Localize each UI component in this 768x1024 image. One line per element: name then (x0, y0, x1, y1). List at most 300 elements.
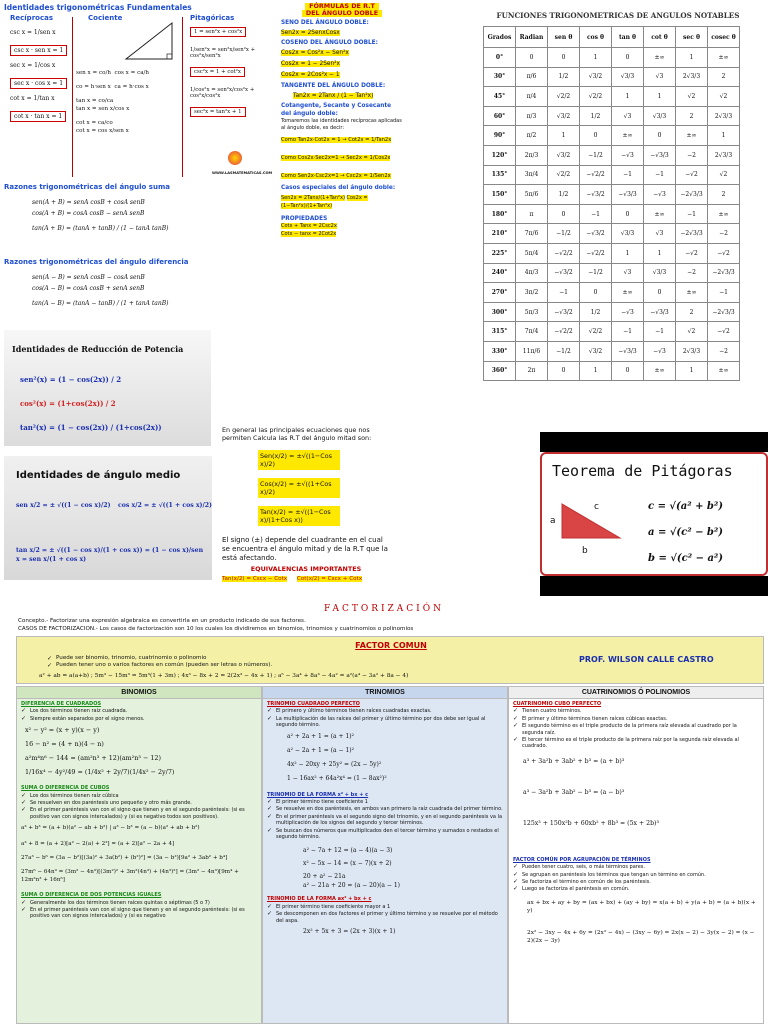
mitad-formulas (258, 450, 340, 526)
tcp-ex: a² − 2a + 1 = (a − 1)² (287, 746, 355, 754)
notables-cell: 1/2 (580, 302, 612, 322)
agrup-list (513, 864, 759, 893)
notables-cell: 90° (484, 126, 516, 146)
coseno-formula: Cos2x = 2Cos²x − 1 (281, 72, 340, 78)
suma-title: Razones trigonométricas del ángulo suma (4, 183, 170, 191)
mitad-intro: En general las principales ecuaciones que nos permiten Calcula las R.T del ángulo mitad son: (222, 426, 372, 442)
tf1-examples (267, 844, 503, 890)
seno-row (281, 29, 403, 37)
pitagoras-formula: c = √(a² + b²) (648, 501, 724, 512)
diferencia-formula: tan(A − B) = (tanA − tanB) / (1 + tanA tanB) (32, 300, 169, 307)
notables-cell: 1 (612, 243, 644, 263)
notables-cell: −√2 (708, 243, 740, 263)
tf1-title: TRINOMIO DE LA FORMA x² + bx + c (267, 791, 369, 798)
notables-cell: 3π/2 (516, 283, 548, 303)
cociente-item: cot x = ca/co (76, 120, 113, 126)
notables-header-cell: tan θ (612, 27, 644, 48)
notables-cell: −√3/2 (548, 263, 580, 283)
fundamentales-title: Identidades trigonométricas Fundamentales (4, 3, 192, 12)
notables-row (484, 302, 740, 322)
tangente-row (293, 92, 403, 100)
doble-title (281, 3, 403, 17)
notables-cell: 1 (708, 126, 740, 146)
notables-row (484, 106, 740, 126)
reciprocas-item: csc x · sen x = 1 (10, 45, 67, 56)
notables-cell: −2 (676, 263, 708, 283)
notables-cell: −√3/3 (644, 302, 676, 322)
notables-cell: 1 (612, 87, 644, 107)
notables-cell: −1/2 (548, 224, 580, 244)
reciprocas-item: sec x · cos x = 1 (10, 78, 67, 89)
como-row (281, 172, 403, 180)
suma-cubos-examples (21, 824, 257, 884)
coseno-title: COSENO DEL ÁNGULO DOBLE: (281, 40, 378, 46)
dif-cuadrados-list (21, 708, 257, 722)
notables-cell: 60° (484, 106, 516, 126)
notables-cell: 1 (644, 243, 676, 263)
notables-cell: −√3 (644, 341, 676, 361)
binomios-header: BINOMIOS (17, 687, 261, 699)
notables-section (483, 11, 753, 381)
pitagoras-formula: a = √(c² − b²) (648, 527, 724, 538)
notables-cell: 210° (484, 224, 516, 244)
cubo-item: ✓ Tienen cuatro términos. (513, 708, 759, 714)
potencias-title: SUMA O DIFERENCIA DE DOS POTENCIAS IGUALES (21, 892, 162, 899)
notables-cell: −√3/3 (612, 185, 644, 205)
suma-cubos-list (21, 793, 257, 821)
equiv-title: EQUIVALENCIAS IMPORTANTES (250, 565, 362, 573)
notables-cell: −1 (708, 283, 740, 303)
notables-cell: −1 (612, 165, 644, 185)
notables-row (484, 224, 740, 244)
como-formula: Como Cos2x·Sec2x=1 → Sec2x = 1/Cos2x (281, 155, 391, 161)
notables-cell: −√3/3 (612, 341, 644, 361)
binomios-column (16, 686, 262, 1024)
agrup-examples (513, 899, 759, 945)
notables-cell: 30° (484, 67, 516, 87)
notables-row (484, 204, 740, 224)
notables-cell: 2π (516, 361, 548, 381)
notables-cell: 120° (484, 145, 516, 165)
dif-cuadrados-examples (21, 723, 257, 779)
notables-row (484, 48, 740, 68)
notables-cell: π/6 (516, 67, 548, 87)
notables-cell: −√3 (644, 185, 676, 205)
notables-cell: −1 (676, 204, 708, 224)
notables-row (484, 165, 740, 185)
cociente-item: tan x = co/ca (76, 98, 114, 104)
tcp-title: TRINOMIO CUADRADO PERFECTO (267, 701, 360, 707)
cubo-examples (513, 758, 759, 827)
notables-cell: ±∞ (676, 283, 708, 303)
notables-cell: −2√3/3 (708, 263, 740, 283)
notables-cell: √2/2 (580, 322, 612, 342)
cubo-title: CUATRINOMIO CUBO PERFECTO (513, 701, 602, 707)
coseno-row (281, 49, 403, 57)
potencia-formula: cos²(x) = (1+cos(2x)) / 2 (20, 399, 116, 408)
factorizacion-title: FACTORIZACIÓN (323, 604, 444, 614)
notables-cell: 0 (548, 48, 580, 68)
mitad-formula: Tan(x/2) = ±√((1−Cos x)/(1+Cos x)) (258, 506, 340, 526)
notables-row (484, 126, 740, 146)
notables-cell: √3/2 (548, 106, 580, 126)
dif-cuadrados-ex: 1/16x⁴ − 4y²/49 = (1/4x² + 2y/7)(1/4x² − 2y/7) (25, 768, 175, 777)
notables-row (484, 185, 740, 205)
notables-cell: 11π/6 (516, 341, 548, 361)
fundamentales-section (4, 3, 273, 181)
notables-cell: ±∞ (644, 48, 676, 68)
divider-2 (182, 17, 183, 177)
tf1-ex: x² − 5x − 14 = (x − 7)(x + 2) (303, 860, 392, 868)
cuatrinomios-body (509, 699, 763, 947)
agrup-item: ✓ Se factoriza el término en común de los paréntesis. (513, 879, 759, 885)
notables-cell: 3π/4 (516, 165, 548, 185)
notables-cell: −2√3/3 (676, 185, 708, 205)
notables-cell: −1 (548, 283, 580, 303)
reciprocas-item: csc x = 1/sen x (10, 29, 56, 36)
notables-cell: 0 (612, 361, 644, 381)
tangente-title: TANGENTE DEL ÁNGULO DOBLE: (281, 83, 386, 89)
cubo-item: ✓ El segundo término es el triple producto de la primera raíz elevada al cuadrado por la segunda raíz. (513, 723, 759, 736)
suma-formula: sen(A + B) = senA cosB + cosA senB (32, 199, 145, 206)
pitagoricas-item: csc²x = 1 + cot²x (190, 67, 245, 77)
notables-cell: √2/2 (580, 87, 612, 107)
pitagoras-label: c (594, 502, 599, 512)
notables-cell: √2 (676, 87, 708, 107)
tf1-item: ✓ En el primer paréntesis va el segundo signo del trinomio, y en el segundo paréntesis va la multiplicación de los signos del segundo y tercer términos. (267, 814, 503, 827)
equiv-formula: Cot(x/2) = Cscx + Cotx (296, 576, 363, 582)
cociente-title: Cociente (88, 14, 123, 22)
notables-header-cell: Radian (516, 27, 548, 48)
propiedad-formula: Cotx − tanx = 2Cot2x (281, 231, 337, 237)
cociente-item: cos x = ca/h (114, 70, 150, 76)
cubo-item: ✓ El tercer término es el triple producto de la primera raíz por la segunda raíz elevada al cuadrado. (513, 737, 759, 750)
notables-cell: −√2/2 (580, 165, 612, 185)
mitad-signo: El signo (±) depende del cuadrante en el cual se encuentra el ángulo mitad y de la R.T que la está afectando. (222, 536, 388, 562)
potencia-section (4, 330, 211, 446)
como-formula: Como Sen2x·Csc2x=1 → Csc2x = 1/Sen2x (281, 173, 391, 179)
author-label: PROF. WILSON CALLE CASTRO (579, 655, 714, 664)
pitagoras-bar-top (540, 432, 768, 452)
notables-cell: ±∞ (676, 126, 708, 146)
notables-row (484, 67, 740, 87)
divider-1 (72, 17, 73, 177)
dif-cuadrados-ex: 16 − n² = (4 + n)(4 − n) (25, 740, 104, 749)
agrup-title: FACTOR COMÚN POR AGRUPACIÓN DE TÉRMINOS (513, 856, 651, 863)
notables-cell: π (516, 204, 548, 224)
suma-cubos-ex: a³ + b³ = (a + b)(a² − ab + b²) | a³ − b³ = (a − b)(a² + ab + b²) (21, 825, 200, 832)
notables-cell: 1 (676, 361, 708, 381)
tcp-list (267, 708, 503, 728)
mitad-formula: Cos(x/2) = ±√((1+Cos x)/2) (258, 478, 340, 498)
notables-cell: 1 (548, 126, 580, 146)
trinomios-header: TRINOMIOS (263, 687, 507, 699)
cociente-item: tan x = sen x/cos x (76, 106, 130, 112)
notables-cell: √3/2 (548, 145, 580, 165)
notables-cell: ±∞ (708, 48, 740, 68)
notables-header-cell: sec θ (676, 27, 708, 48)
casos-text: CASOS DE FACTORIZACION.- Los casos de factorización son 10 los cuales los dividiremos en binomios, trinomios y cuatrinomios o polinomios (18, 626, 414, 632)
notables-cell: 300° (484, 302, 516, 322)
como-formula: Como Tan2x·Cot2x = 1 → Cot2x = 1/Tan2x (281, 137, 392, 143)
dif-cuadrados-ex: a²m⁴n⁶ − 144 = (am²n³ + 12)(am²n³ − 12) (25, 754, 161, 763)
notables-cell: √3/3 (612, 67, 644, 87)
pitagoricas-item: 1/sen²x = sen²x/sen²x + cos²x/sen²x (190, 47, 256, 59)
mitad-section (222, 426, 390, 590)
cociente-item: ca = h·cos x (114, 84, 149, 90)
notables-cell: −√3/2 (580, 224, 612, 244)
right-triangle-icon (122, 19, 176, 63)
tcp-ex: 4x² − 20xy + 25y² = (2x − 5y)² (287, 760, 382, 768)
notables-cell: √2 (708, 87, 740, 107)
notables-header-cell: cosec θ (708, 27, 740, 48)
diferencia-formula: sen(A − B) = senA cosB − cosA senB (32, 274, 145, 281)
notables-cell: −√2 (676, 243, 708, 263)
notables-cell: 1 (676, 48, 708, 68)
notables-cell: 5π/6 (516, 185, 548, 205)
notables-cell: ±∞ (708, 204, 740, 224)
diferencia-formula: cos(A − B) = cosA cosB + senA senB (32, 285, 145, 292)
notables-cell: 225° (484, 243, 516, 263)
como-row (281, 154, 403, 162)
notables-cell: ±∞ (644, 204, 676, 224)
notables-cell: −2 (708, 341, 740, 361)
notables-cell: ±∞ (644, 361, 676, 381)
tf1-ex: a² − 7a + 12 = (a − 4)(a − 3) (303, 847, 393, 855)
notables-cell: −1 (644, 165, 676, 185)
notables-cell: √3/2 (580, 341, 612, 361)
pitagoras-triangle-icon (556, 498, 626, 548)
notables-cell: −√2 (676, 165, 708, 185)
reciprocas-list (10, 29, 70, 122)
cot-text: Tomaremos las identidades recíprocas aplicadas al ángulo doble, es decir: (281, 118, 402, 131)
diferencia-title: Razones trigonométricas del ángulo diferencia (4, 258, 189, 266)
tf2-list (267, 904, 503, 924)
notables-cell: −√3/2 (580, 185, 612, 205)
factor-comun-title: FACTOR COMUN (355, 641, 427, 650)
notables-cell: 240° (484, 263, 516, 283)
trinomios-column (262, 686, 508, 1024)
suma-cubos-ex: 27m⁶ − 64n⁹ = (3m² − 4n³)[(3m²)² + 3m²(4n³) + (4n³)²] = (3m² − 4n³)[9m⁴ + 12m²n³ + 16n⁶] (21, 869, 239, 884)
cuatrinomios-header: CUATRINOMIOS Ó POLINOMIOS (509, 687, 763, 699)
tf1-ex: a² − 21a + 20 = (a − 20)(a − 1) (303, 882, 401, 890)
notables-cell: −1/2 (548, 341, 580, 361)
potencia-formula: tan²(x) = (1 − cos(2x)) / (1+cos(2x)) (20, 423, 162, 432)
tcp-ex: 1 − 16ax² + 64a²x⁴ = (1 − 8ax²)² (287, 774, 387, 782)
cuatrinomios-column (508, 686, 764, 1024)
notables-table (483, 26, 740, 381)
cubo-ex: a³ + 3a²b + 3ab² + b³ = (a + b)³ (523, 757, 625, 765)
notables-cell: 270° (484, 283, 516, 303)
diferencia-formulas (4, 272, 254, 309)
notables-cell: −2√3/3 (708, 302, 740, 322)
dif-cuadrados-ex: x² − y² = (x + y)(x − y) (25, 726, 100, 735)
notables-cell: 2√3/3 (708, 106, 740, 126)
notables-cell: 2 (676, 106, 708, 126)
notables-cell: −√2 (708, 322, 740, 342)
notables-cell: 0 (516, 48, 548, 68)
notables-cell: 5π/4 (516, 243, 548, 263)
factor-comun-examples: a² + ab = a(a+b) ; 5m³ − 15m³ = 5m³(1 + 3m) ; 4x³ − 8x + 2 = 2(2x³ − 4x + 1) ; a⁵ − 3a⁴ + 8a³ − 4a² = a²(a⁴ − 3a² + 8a − 4) (39, 673, 409, 679)
especial-formula: Sen2x = 2Tanx/(1+Tan²x) (281, 195, 345, 201)
notables-cell: −2 (708, 224, 740, 244)
medio-title: Identidades de ángulo medio (16, 470, 181, 481)
tangente-formula: Tan2x = 2Tanx / (1 − Tan²x) (293, 93, 374, 99)
equiv-row (222, 575, 390, 583)
potencia-title: Identidades de Reducción de Potencia (12, 344, 184, 354)
factor-comun-list (47, 654, 272, 669)
suma-formula: cos(A + B) = cosA cosB − senA senB (32, 210, 145, 217)
tf1-ex: 20 + a² − 21a (303, 873, 346, 881)
notables-cell: ±∞ (612, 283, 644, 303)
notables-cell: 7π/6 (516, 224, 548, 244)
doble-section (281, 3, 403, 283)
pitagoras-formulas (648, 494, 723, 572)
notables-cell: √3 (612, 106, 644, 126)
notables-header-cell: Grados (484, 27, 516, 48)
suma-cubos-title: SUMA O DIFERENCIA DE CUBOS (21, 785, 110, 792)
notables-header-cell: cot θ (644, 27, 676, 48)
notables-cell: 0 (644, 283, 676, 303)
notables-row (484, 283, 740, 303)
notables-row (484, 145, 740, 165)
tcp-item: ✓ El primero y último términos tienen raíces cuadradas exactas. (267, 708, 503, 714)
pitagoricas-title: Pitagóricas (190, 14, 235, 22)
tcp-examples (267, 730, 503, 786)
pitagoras-formula: b = √(c² − a²) (648, 553, 724, 564)
cubo-ex: a³ − 3a²b + 3ab² − b³ = (a − b)³ (523, 788, 625, 796)
seno-title: SENO DEL ÁNGULO DOBLE: (281, 20, 369, 26)
tf2-title: TRINOMIO DE LA FORMA ax² + bx + c (267, 896, 372, 903)
notables-cell: √3 (612, 263, 644, 283)
notables-cell: 1/2 (580, 106, 612, 126)
factor-comun-item: ✓ Puede ser binomio, trinomio, cuatrinomio o polinomio (47, 655, 272, 661)
potencia-formula: sen²(x) = (1 − cos(2x)) / 2 (20, 375, 122, 384)
notables-cell: 0 (612, 48, 644, 68)
notables-cell: √2/2 (548, 87, 580, 107)
pitagoras-label: b (582, 546, 588, 556)
medio-formula: cos x/2 = ± √((1 + cos x)/2) (118, 502, 212, 509)
notables-cell: −1/2 (580, 145, 612, 165)
notables-cell: π/2 (516, 126, 548, 146)
notables-cell: 1 (580, 48, 612, 68)
notables-cell: 0° (484, 48, 516, 68)
coseno-formula: Cos2x = 1 − 2Sen²x (281, 61, 340, 67)
notables-cell: 135° (484, 165, 516, 185)
equiv-formula: Tan(x/2) = Cscx − Cotx (222, 576, 288, 582)
tcp-ex: a² + 2a + 1 = (a + 1)² (287, 732, 355, 740)
cubo-ex: 125x³ + 150x²b + 60xb² + 8b³ = (5x + 2b)³ (523, 819, 659, 827)
notables-cell: 2√3/3 (676, 341, 708, 361)
cociente-item: co = h·sen x (76, 84, 111, 90)
coseno-formula: Cos2x = Cos²x − Sen²x (281, 50, 349, 56)
cociente-item: cot x = cos x/sen x (76, 128, 129, 134)
notables-header-cell: cos θ (580, 27, 612, 48)
notables-cell: 330° (484, 341, 516, 361)
notables-cell: −1 (580, 204, 612, 224)
doble-title-1: FÓRMULAS DE R.T (305, 3, 379, 10)
especial-formula: Cos2x = (1−Tan²x)/(1+Tan²x) (281, 195, 368, 209)
suma-formula: tan(A + B) = (tanA + tanB) / (1 − tanA tanB) (32, 225, 169, 232)
notables-cell: 0 (548, 204, 580, 224)
notables-cell: ±∞ (708, 361, 740, 381)
notables-title: FUNCIONES TRIGONOMETRICAS DE ANGULOS NOTABLES (496, 11, 740, 20)
potencia-formulas (20, 368, 162, 440)
notables-cell: ±∞ (612, 126, 644, 146)
binomios-body (17, 699, 261, 923)
suma-section (4, 183, 254, 234)
tcp-item: ✓ La multiplicación de las raíces del primer y último término por dos debe ser igual al segundo término. (267, 716, 503, 729)
medio-formula: tan x/2 = ± √((1 − cos x)/(1 + cos x)) = (1 − cos x)/sen x = sen x/(1 + cos x) (16, 547, 204, 563)
notables-cell: −2√3/3 (676, 224, 708, 244)
agrup-item: ✓ Se agrupan en paréntesis los términos que tengan un término en común. (513, 872, 759, 878)
tf1-item: ✓ Se resuelve en dos paréntesis, en ambos van primero la raíz cuadrada del primer término. (267, 806, 503, 812)
especiales-title: Casos especiales del ángulo doble: (281, 185, 396, 191)
notables-cell: 0 (548, 361, 580, 381)
notables-cell: −√2/2 (580, 243, 612, 263)
cociente-item: sen x = co/h (76, 70, 111, 76)
notables-cell: 180° (484, 204, 516, 224)
pitagoras-label: a (550, 516, 556, 526)
suma-formulas (4, 197, 254, 234)
coseno-row (281, 71, 403, 79)
concepto-text: Concepto.- Factorizar una expresión algebraica es convertirla en un producto indicado de sus factores. (18, 618, 306, 624)
notables-row (484, 263, 740, 283)
propiedad-formula: Cotx + Tanx = 2Csc2x (281, 223, 337, 229)
factor-comun-box (16, 636, 764, 684)
dif-cuadrados-item: ✓ Siempre están separados por el signo menos. (21, 716, 257, 722)
notables-cell: −√3 (612, 145, 644, 165)
notables-cell: −√3 (612, 302, 644, 322)
notables-cell: 0 (580, 283, 612, 303)
medio-section (4, 456, 212, 580)
especiales-row (281, 194, 403, 210)
notables-cell: √3/3 (644, 263, 676, 283)
suma-cubos-item: ✓ Los dos términos tienen raíz cúbica (21, 793, 257, 799)
notables-cell: 2√3/3 (676, 67, 708, 87)
notables-cell: 0 (580, 126, 612, 146)
potencias-item: ✓ En el primer paréntesis van con el signo que tienen y en el segundo paréntesis: (si es positivo van con signos intercalados) y (si es negativo (21, 907, 257, 920)
pitagoricas-item: 1/cos²x = sen²x/cos²x + cos²x/cos²x (190, 87, 255, 99)
notables-cell: π/3 (516, 106, 548, 126)
notables-cell: √2/2 (548, 165, 580, 185)
notables-cell: 360° (484, 361, 516, 381)
notables-cell: −2 (676, 145, 708, 165)
agrup-item: ✓ Pueden tener cuatro, seis, o más términos pares. (513, 864, 759, 870)
tf2-ex: 2x² + 5x + 3 = (2x + 3)(x + 1) (303, 928, 396, 936)
notables-cell: 5π/3 (516, 302, 548, 322)
notables-cell: 315° (484, 322, 516, 342)
trinomios-body (263, 699, 507, 937)
cot-title: Cotangente, Secante y Cosecante del ángulo doble: (281, 103, 392, 117)
como-row (281, 136, 403, 144)
tf2-item: ✓ El primer término tiene coeficiente mayor a 1 (267, 904, 503, 910)
pitagoras-bar-bottom (540, 576, 768, 596)
notables-cell: −1 (644, 322, 676, 342)
agrup-ex: 2x² − 3xy − 4x + 6y = (2x² − 4x) − (3xy − 6y) = 2x(x − 2) − 3y(x − 2) = (x − 2)(2x − 3y) (527, 929, 755, 944)
notables-cell: 2 (708, 67, 740, 87)
reciprocas-title: Recíprocas (10, 14, 53, 22)
tf1-list (267, 799, 503, 840)
dif-cuadrados-item: ✓ Los dos términos tienen raíz cuadrada. (21, 708, 257, 714)
notables-cell: 45° (484, 87, 516, 107)
lightbulb-icon (228, 151, 242, 165)
tf1-item: ✓ El primer término tiene coeficiente 1 (267, 799, 503, 805)
notables-cell: 2 (676, 302, 708, 322)
reciprocas-item: sec x = 1/cos x (10, 62, 56, 69)
mitad-formula: Sen(x/2) = ±√((1−Cos x)/2) (258, 450, 340, 470)
notables-cell: π/4 (516, 87, 548, 107)
